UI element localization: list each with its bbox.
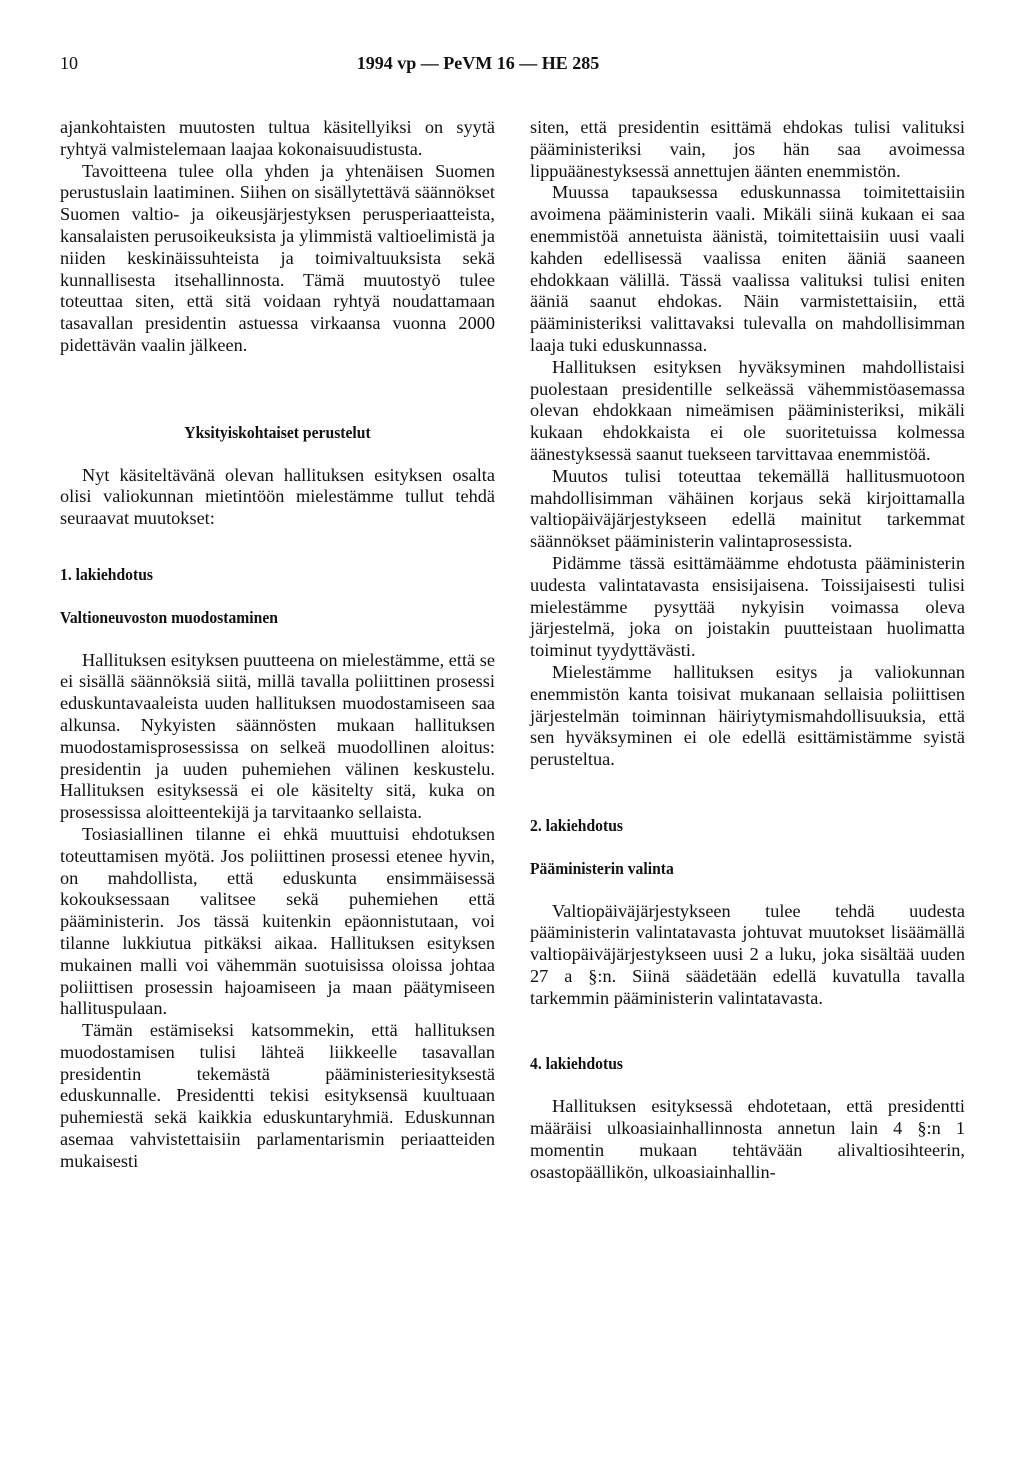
paragraph: Pidämme tässä esittämäämme ehdotusta pääministerin uudesta valintatavasta ensisijaisena. Toissijaisesti tulisi mielestämme pysyttää nykyisin voimassa oleva järjestelmä, joka on joistakin puutteistaan huolimatta toiminut tyydyttävästi.	[530, 552, 965, 661]
bill-subheading: Pääministerin valinta	[530, 858, 674, 878]
paragraph: ajankohtaisten muutosten tultua käsitellyiksi on syytä ryhtyä valmistelemaan laajaa kokonaisuudistusta.	[60, 117, 495, 159]
section-heading: Yksityiskohtaiset perustelut	[184, 422, 371, 442]
page-header	[60, 48, 966, 78]
paragraph: Muutos tulisi toteuttaa tekemällä hallitusmuotoon mahdollisimman vähäinen korjaus sekä kirjoittamalla valtiopäiväjärjestykseen edellä mainitut tarkemmat säännökset pääministerin valintaprosessista.	[530, 465, 965, 552]
running-title: 1994 vp — PeVM 16 — HE 285	[356, 53, 600, 73]
bill-heading: 2. lakiehdotus	[530, 815, 624, 835]
paragraph: Mielestämme hallituksen esitys ja valiokunnan enemmistön kanta toisivat mukanaan sellaisia poliittisen järjestelmän toiminnan häiriytymismahdollisuuksia, että sen hyväksyminen ei ole edellä esittämistämme syistä perusteltua.	[530, 661, 965, 770]
paragraph: Muussa tapauksessa eduskunnassa toimitettaisiin avoimena pääministerin vaali. Mikäli siinä kukaan ei saa enemmistöä annetuista äänistä, toimitettaisiin uusi vaali kahden edellisessä vaalissa eniten ääniä saaneen ehdokkaan välillä. Tässä vaalissa valituksi tulisi eniten ääniä saanut ehdokas. Näin varmistettaisiin, että pääministeriksi valittavaksi tulevalla on mahdollisimman laaja tuki eduskunnassa.	[530, 182, 965, 355]
paragraph: Hallituksen esityksen puutteena on mielestämme, että se ei sisällä säännöksiä siitä, millä tavalla poliittinen prosessi eduskuntavaaleista uuden hallituksen muodostamiseen saa alkunsa. Nykyisten säännösten mukaan hallituksen muodostamisprosessissa on selkeä muodollinen aloitus: presidentin ja uuden puhemiehen välinen keskustelu. Hallituksen esityksessä ei ole käsitelty sitä, kuka on prosessissa aloitteentekijä ja tarvitaanko sellaista.	[60, 649, 495, 823]
paragraph: Hallituksen esityksessä ehdotetaan, että presidentti määräisi ulkoasiainhallinnosta annetun lain 4 §:n 1 momentin mukaan tehtävään alivaltiosihteerin, osastopäällikön, ulkoasiainhallin-	[530, 1096, 965, 1182]
page-number: 10	[60, 53, 78, 73]
paragraph: Tavoitteena tulee olla yhden ja yhtenäisen Suomen perustuslain laatiminen. Siihen on sisällytettävä säännökset Suomen valtio- ja oikeusjärjestyksen perusperiaatteista, kansalaisten perusoikeuksista ja ylimmistä valtioelimistä ja niiden keskinäissuhteista ja toimivaltuuksista sekä kunnallisesta itsehallinnosta. Tämä muutostyö tulee toteuttaa siten, että sitä voidaan ryhtyä noudattamaan tasavallan presidentin astuessa virkaansa vuonna 2000 pidettävän vaalin jälkeen.	[60, 160, 495, 355]
bill-heading: 4. lakiehdotus	[530, 1054, 624, 1074]
bill-heading: 1. lakiehdotus	[60, 564, 154, 584]
paragraph: Hallituksen esityksen hyväksyminen mahdollistaisi puolestaan presidentille selkeässä vähemmistöasemassa olevan ehdokkaan nimeämisen pääministeriksi, mikäli kukaan ehdokkaista ei ole suoritetuissa kolmessa äänestyksessä saanut tuekseen tarvittavaa enemmistöä.	[530, 356, 965, 464]
paragraph: Tämän estämiseksi katsommekin, että hallituksen muodostamisen tulisi lähteä liikkeelle tasavallan presidentin tekemästä pääministeriesityksestä eduskunnalle. Presidentti tekisi esityksensä kuultuaan puhemiestä sekä kaikkia eduskuntaryhmiä. Eduskunnan asemaa vahvistettaisiin parlamentarismin periaatteiden mukaisesti	[60, 1020, 495, 1171]
paragraph: Nyt käsiteltävänä olevan hallituksen esityksen osalta olisi valiokunnan mietintöön mielestämme tullut tehdä seuraavat muutokset:	[60, 464, 495, 529]
paragraph: siten, että presidentin esittämä ehdokas tulisi valituksi pääministeriksi vain, jos hän saa avoimessa lippuäänestyksessä annettujen äänten enemmistön.	[530, 117, 965, 181]
right-column	[530, 117, 965, 1183]
bill-subheading: Valtioneuvoston muodostaminen	[60, 607, 278, 627]
paragraph: Valtiopäiväjärjestykseen tulee tehdä uudesta pääministerin valintatavasta johtuvat muutokset lisäämällä valtiopäiväjärjestykseen uusi 2 a luku, joka sisältää uuden 27 a §:n. Siinä säädetään edellä kuvatulla tavalla tarkemmin pääministerin valintatavasta.	[530, 900, 965, 1008]
left-column	[60, 117, 495, 1173]
paragraph: Tosiasiallinen tilanne ei ehkä muuttuisi ehdotuksen toteuttamisen myötä. Jos poliittinen prosessi etenee hyvin, on mahdollista, että eduskunta ensimmäisessä kokouksessaan valitsee sekä puhemiehen että pääministerin. Jos tässä kuitenkin epäonnistutaan, voi tilanne lukkiutua pitkäksi aikaa. Hallituksen esityksen mukainen malli voi vähemmän suotuisissa oloissa johtaa poliittisen prosessin hajoamiseen ja maan päätymiseen hallituspulaan.	[60, 823, 495, 1019]
